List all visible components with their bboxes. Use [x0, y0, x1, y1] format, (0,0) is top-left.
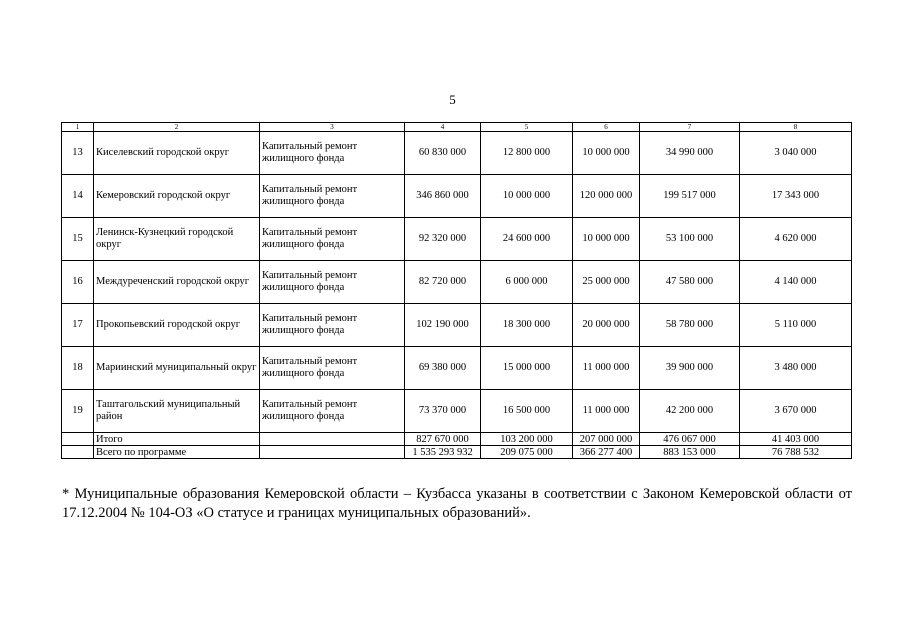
cell-col7: 42 200 000 [640, 390, 740, 433]
cell-col6: 20 000 000 [573, 304, 640, 347]
cell-col5: 6 000 000 [481, 261, 573, 304]
column-header: 3 [260, 123, 405, 132]
grand-total-col8: 76 788 532 [740, 446, 852, 459]
empty-cell [260, 433, 405, 446]
column-header: 6 [573, 123, 640, 132]
cell-col4: 73 370 000 [405, 390, 481, 433]
page-number: 5 [449, 92, 456, 107]
municipality-name: Таштагольский муниципальный район [94, 390, 260, 433]
total-row [62, 433, 852, 446]
work-type: Капитальный ремонт жилищного фонда [260, 218, 405, 261]
cell-col7: 199 517 000 [640, 175, 740, 218]
row-number: 13 [62, 132, 94, 175]
row-number: 18 [62, 347, 94, 390]
total-col5: 103 200 000 [481, 433, 573, 446]
table-row [62, 304, 852, 347]
cell-col7: 58 780 000 [640, 304, 740, 347]
table-row [62, 218, 852, 261]
cell-col8: 3 480 000 [740, 347, 852, 390]
cell-col6: 120 000 000 [573, 175, 640, 218]
municipality-name: Мариинский муниципальный округ [94, 347, 260, 390]
table-row [62, 175, 852, 218]
column-header: 4 [405, 123, 481, 132]
row-number: 17 [62, 304, 94, 347]
cell-col8: 3 040 000 [740, 132, 852, 175]
total-label: Итого [94, 433, 260, 446]
municipality-name: Междуреченский городской округ [94, 261, 260, 304]
cell-col5: 15 000 000 [481, 347, 573, 390]
column-header: 7 [640, 123, 740, 132]
cell-col4: 60 830 000 [405, 132, 481, 175]
program-table [61, 122, 852, 459]
empty-cell [62, 433, 94, 446]
work-type: Капитальный ремонт жилищного фонда [260, 390, 405, 433]
empty-cell [62, 446, 94, 459]
cell-col6: 10 000 000 [573, 218, 640, 261]
table-row [62, 261, 852, 304]
row-number: 14 [62, 175, 94, 218]
grand-total-col6: 366 277 400 [573, 446, 640, 459]
cell-col4: 82 720 000 [405, 261, 481, 304]
work-type: Капитальный ремонт жилищного фонда [260, 347, 405, 390]
cell-col7: 39 900 000 [640, 347, 740, 390]
column-header: 5 [481, 123, 573, 132]
cell-col8: 3 670 000 [740, 390, 852, 433]
cell-col7: 34 990 000 [640, 132, 740, 175]
cell-col8: 17 343 000 [740, 175, 852, 218]
total-col7: 476 067 000 [640, 433, 740, 446]
cell-col5: 24 600 000 [481, 218, 573, 261]
column-header: 8 [740, 123, 852, 132]
cell-col7: 53 100 000 [640, 218, 740, 261]
cell-col4: 102 190 000 [405, 304, 481, 347]
grand-total-col4: 1 535 293 932 [405, 446, 481, 459]
work-type: Капитальный ремонт жилищного фонда [260, 261, 405, 304]
column-header: 1 [62, 123, 94, 132]
table-row [62, 132, 852, 175]
cell-col4: 92 320 000 [405, 218, 481, 261]
municipality-name: Прокопьевский городской округ [94, 304, 260, 347]
cell-col5: 18 300 000 [481, 304, 573, 347]
cell-col5: 16 500 000 [481, 390, 573, 433]
row-number: 15 [62, 218, 94, 261]
table-row [62, 390, 852, 433]
column-header: 2 [94, 123, 260, 132]
grand-total-row [62, 446, 852, 459]
header-row [62, 123, 852, 132]
table-row [62, 347, 852, 390]
total-col6: 207 000 000 [573, 433, 640, 446]
cell-col8: 4 620 000 [740, 218, 852, 261]
work-type: Капитальный ремонт жилищного фонда [260, 175, 405, 218]
row-number: 19 [62, 390, 94, 433]
footnote: * Муниципальные образования Кемеровской области – Кузбасса указаны в соответствии с Законом Кемеровской области от 17.12.2004 № 104-ОЗ «О статусе и границах муниципальных образований». [62, 486, 852, 521]
cell-col6: 25 000 000 [573, 261, 640, 304]
municipality-name: Киселевский городской округ [94, 132, 260, 175]
municipality-name: Ленинск-Кузнецкий городской округ [94, 218, 260, 261]
municipality-name: Кемеровский городской округ [94, 175, 260, 218]
cell-col6: 10 000 000 [573, 132, 640, 175]
cell-col6: 11 000 000 [573, 347, 640, 390]
cell-col5: 12 800 000 [481, 132, 573, 175]
cell-col6: 11 000 000 [573, 390, 640, 433]
cell-col7: 47 580 000 [640, 261, 740, 304]
grand-total-label: Всего по программе [94, 446, 260, 459]
empty-cell [260, 446, 405, 459]
cell-col4: 69 380 000 [405, 347, 481, 390]
cell-col5: 10 000 000 [481, 175, 573, 218]
total-col4: 827 670 000 [405, 433, 481, 446]
row-number: 16 [62, 261, 94, 304]
work-type: Капитальный ремонт жилищного фонда [260, 132, 405, 175]
work-type: Капитальный ремонт жилищного фонда [260, 304, 405, 347]
cell-col4: 346 860 000 [405, 175, 481, 218]
total-col8: 41 403 000 [740, 433, 852, 446]
cell-col8: 4 140 000 [740, 261, 852, 304]
grand-total-col5: 209 075 000 [481, 446, 573, 459]
cell-col8: 5 110 000 [740, 304, 852, 347]
grand-total-col7: 883 153 000 [640, 446, 740, 459]
